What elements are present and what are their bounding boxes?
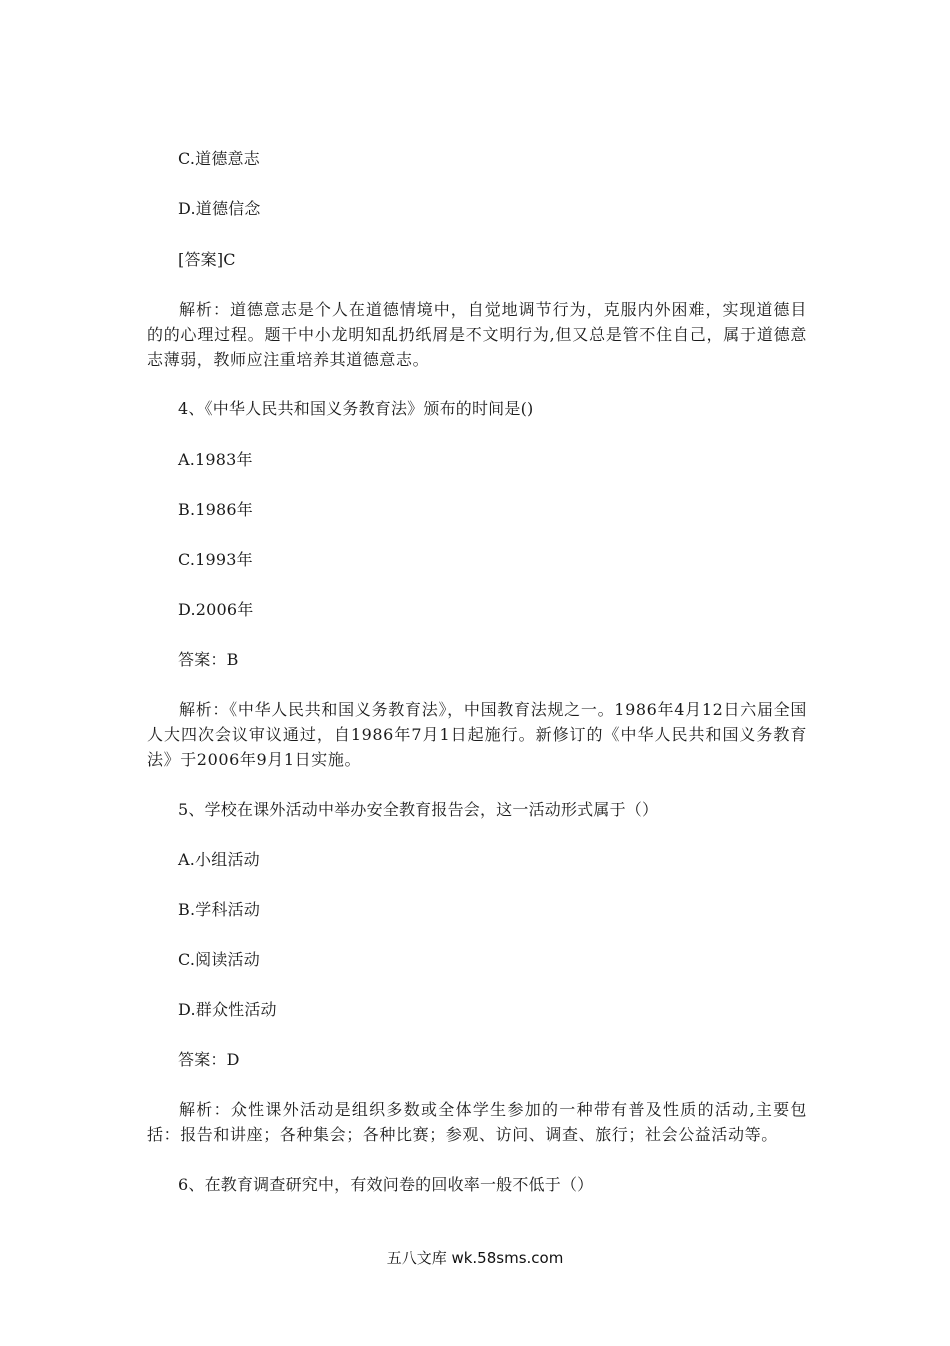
q5-answer: 答案：D	[178, 1050, 240, 1069]
q3-analysis: 解析：道德意志是个人在道德情境中，自觉地调节行为，克服内外困难，实现道德目的的心理过程。题干中小龙明知乱扔纸屑是不文明行为,但又总是管不住自己，属于道德意志薄弱，教师应注重培养其道德意志。	[147, 300, 807, 369]
q4-option-b: B.1986年	[178, 500, 253, 519]
q6-question: 6、在教育调查研究中，有效问卷的回收率一般不低于（）	[178, 1175, 594, 1194]
q4-analysis: 解析：《中华人民共和国义务教育法》，中国教育法规之一。1986年4月12日六届全国人大四次会议审议通过，自1986年7月1日起施行。新修订的《中华人民共和国义务教育法》于2006年9月1日实施。	[147, 700, 807, 769]
q5-option-c: C.阅读活动	[178, 950, 260, 969]
q5-analysis: 解析：众性课外活动是组织多数或全体学生参加的一种带有普及性质的活动,主要包括：报告和讲座；各种集会；各种比赛；参观、访问、调查、旅行；社会公益活动等。	[147, 1100, 807, 1144]
q3-option-c: C.道德意志	[178, 149, 260, 168]
q4-option-d: D.2006年	[178, 600, 254, 619]
footer-watermark[interactable]: 五八文库 wk.58sms.com	[386, 1249, 564, 1267]
q4-question: 4、《中华人民共和国义务教育法》颁布的时间是()	[178, 399, 534, 418]
q4-option-c: C.1993年	[178, 550, 253, 569]
q5-question: 5、学校在课外活动中举办安全教育报告会，这一活动形式属于（）	[178, 800, 659, 819]
q3-option-d: D.道德信念	[178, 199, 261, 218]
q3-answer: [答案]C	[178, 250, 236, 269]
q4-answer: 答案：B	[178, 650, 239, 669]
q5-option-a: A.小组活动	[178, 850, 260, 869]
q4-option-a: A.1983年	[178, 450, 253, 469]
q5-option-b: B.学科活动	[178, 900, 261, 919]
q5-option-d: D.群众性活动	[178, 1000, 277, 1019]
